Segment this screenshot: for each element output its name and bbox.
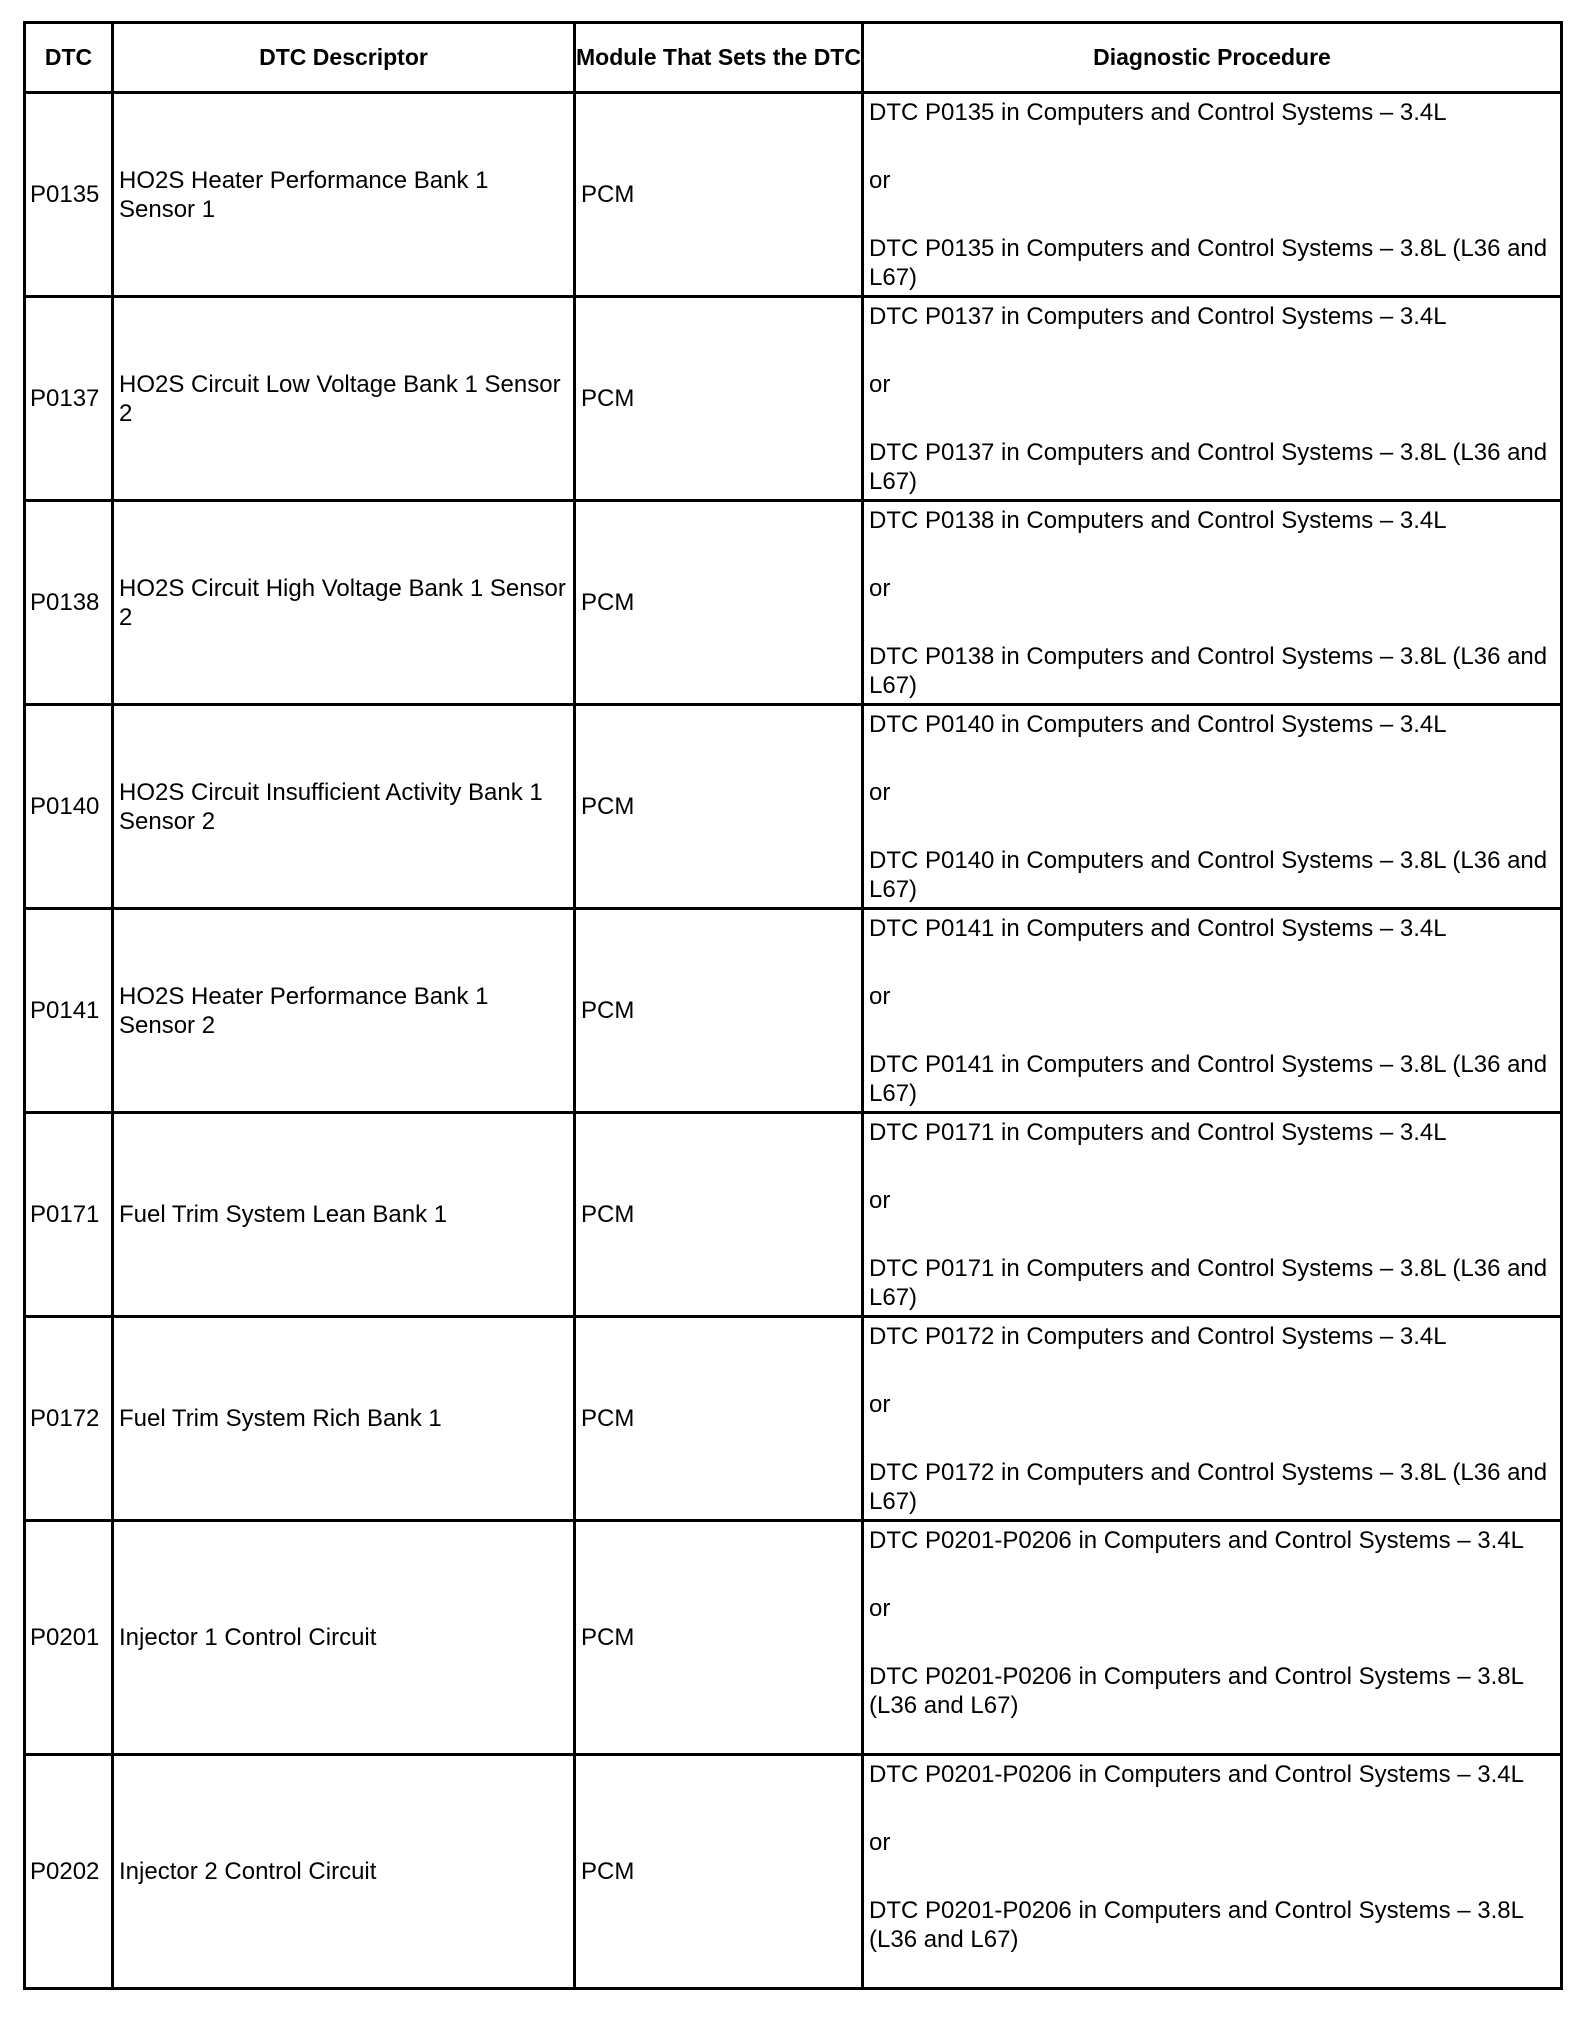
procedure-or: or	[869, 1391, 891, 1418]
module-cell: PCM	[575, 297, 863, 501]
table-row	[25, 1113, 1562, 1317]
header-procedure: Diagnostic Procedure	[863, 23, 1562, 93]
procedure-cell	[863, 705, 1562, 909]
procedure-link-34l[interactable]: DTC P0135 in Computers and Control Systems – 3.4L	[869, 99, 1447, 126]
procedure-link-38l[interactable]: DTC P0137 in Computers and Control Systems – 3.8L (L36 and L67)	[869, 439, 1548, 495]
procedure-link-34l[interactable]: DTC P0137 in Computers and Control Systems – 3.4L	[869, 303, 1447, 330]
procedure-link-34l[interactable]: DTC P0172 in Computers and Control Systems – 3.4L	[869, 1323, 1447, 1350]
procedure-cell	[863, 1317, 1562, 1521]
module-cell: PCM	[575, 705, 863, 909]
module-cell: PCM	[575, 501, 863, 705]
descriptor-cell: Fuel Trim System Lean Bank 1	[113, 1113, 575, 1317]
table-row	[25, 909, 1562, 1113]
header-module: Module That Sets the DTC	[575, 23, 863, 93]
dtc-code-cell: P0202	[25, 1755, 113, 1989]
procedure-cell	[863, 1755, 1562, 1989]
module-cell: PCM	[575, 1317, 863, 1521]
procedure-or: or	[869, 779, 891, 806]
procedure-link-34l[interactable]: DTC P0171 in Computers and Control Systems – 3.4L	[869, 1119, 1447, 1146]
table-row	[25, 1755, 1562, 1989]
descriptor-cell: HO2S Circuit Low Voltage Bank 1 Sensor 2	[113, 297, 575, 501]
dtc-code-cell: P0137	[25, 297, 113, 501]
dtc-code-cell: P0135	[25, 93, 113, 297]
descriptor-cell: Injector 2 Control Circuit	[113, 1755, 575, 1989]
descriptor-cell: HO2S Circuit High Voltage Bank 1 Sensor 2	[113, 501, 575, 705]
descriptor-cell: Fuel Trim System Rich Bank 1	[113, 1317, 575, 1521]
procedure-cell	[863, 1113, 1562, 1317]
procedure-or: or	[869, 371, 891, 398]
table-row	[25, 501, 1562, 705]
procedure-or: or	[869, 983, 891, 1010]
procedure-link-38l[interactable]: DTC P0201-P0206 in Computers and Control Systems – 3.8L (L36 and L67)	[869, 1897, 1524, 1953]
module-cell: PCM	[575, 1755, 863, 1989]
dtc-code-cell: P0172	[25, 1317, 113, 1521]
module-cell: PCM	[575, 1113, 863, 1317]
header-descriptor: DTC Descriptor	[113, 23, 575, 93]
module-cell: PCM	[575, 93, 863, 297]
descriptor-cell: Injector 1 Control Circuit	[113, 1521, 575, 1755]
procedure-link-34l[interactable]: DTC P0201-P0206 in Computers and Control Systems – 3.4L	[869, 1527, 1524, 1554]
procedure-link-38l[interactable]: DTC P0138 in Computers and Control Systems – 3.8L (L36 and L67)	[869, 643, 1548, 699]
procedure-cell	[863, 501, 1562, 705]
procedure-link-34l[interactable]: DTC P0140 in Computers and Control Systems – 3.4L	[869, 711, 1447, 738]
dtc-code-cell: P0201	[25, 1521, 113, 1755]
dtc-table	[23, 21, 1563, 1990]
procedure-or: or	[869, 1829, 891, 1856]
table-row	[25, 1317, 1562, 1521]
dtc-code-cell: P0171	[25, 1113, 113, 1317]
procedure-cell	[863, 93, 1562, 297]
procedure-link-38l[interactable]: DTC P0135 in Computers and Control Systems – 3.8L (L36 and L67)	[869, 235, 1548, 291]
header-dtc: DTC	[25, 23, 113, 93]
module-cell: PCM	[575, 909, 863, 1113]
module-cell: PCM	[575, 1521, 863, 1755]
procedure-or: or	[869, 575, 891, 602]
table-row	[25, 93, 1562, 297]
procedure-link-38l[interactable]: DTC P0201-P0206 in Computers and Control Systems – 3.8L (L36 and L67)	[869, 1663, 1524, 1719]
table-row	[25, 297, 1562, 501]
descriptor-cell: HO2S Heater Performance Bank 1 Sensor 2	[113, 909, 575, 1113]
dtc-code-cell: P0138	[25, 501, 113, 705]
procedure-cell	[863, 297, 1562, 501]
table-row	[25, 1521, 1562, 1755]
procedure-or: or	[869, 167, 891, 194]
procedure-link-34l[interactable]: DTC P0201-P0206 in Computers and Control Systems – 3.4L	[869, 1761, 1524, 1788]
procedure-link-38l[interactable]: DTC P0172 in Computers and Control Systems – 3.8L (L36 and L67)	[869, 1459, 1548, 1515]
descriptor-cell: HO2S Heater Performance Bank 1 Sensor 1	[113, 93, 575, 297]
procedure-link-38l[interactable]: DTC P0171 in Computers and Control Systems – 3.8L (L36 and L67)	[869, 1255, 1548, 1311]
procedure-or: or	[869, 1595, 891, 1622]
procedure-cell	[863, 1521, 1562, 1755]
dtc-code-cell: P0140	[25, 705, 113, 909]
procedure-link-38l[interactable]: DTC P0141 in Computers and Control Systems – 3.8L (L36 and L67)	[869, 1051, 1548, 1107]
procedure-or: or	[869, 1187, 891, 1214]
procedure-link-34l[interactable]: DTC P0138 in Computers and Control Systems – 3.4L	[869, 507, 1447, 534]
procedure-cell	[863, 909, 1562, 1113]
table-body	[25, 93, 1562, 1989]
table-header	[25, 23, 1562, 93]
header-row	[25, 23, 1562, 93]
table-row	[25, 705, 1562, 909]
dtc-code-cell: P0141	[25, 909, 113, 1113]
procedure-link-34l[interactable]: DTC P0141 in Computers and Control Systems – 3.4L	[869, 915, 1447, 942]
procedure-link-38l[interactable]: DTC P0140 in Computers and Control Systems – 3.8L (L36 and L67)	[869, 847, 1548, 903]
descriptor-cell: HO2S Circuit Insufficient Activity Bank 1 Sensor 2	[113, 705, 575, 909]
